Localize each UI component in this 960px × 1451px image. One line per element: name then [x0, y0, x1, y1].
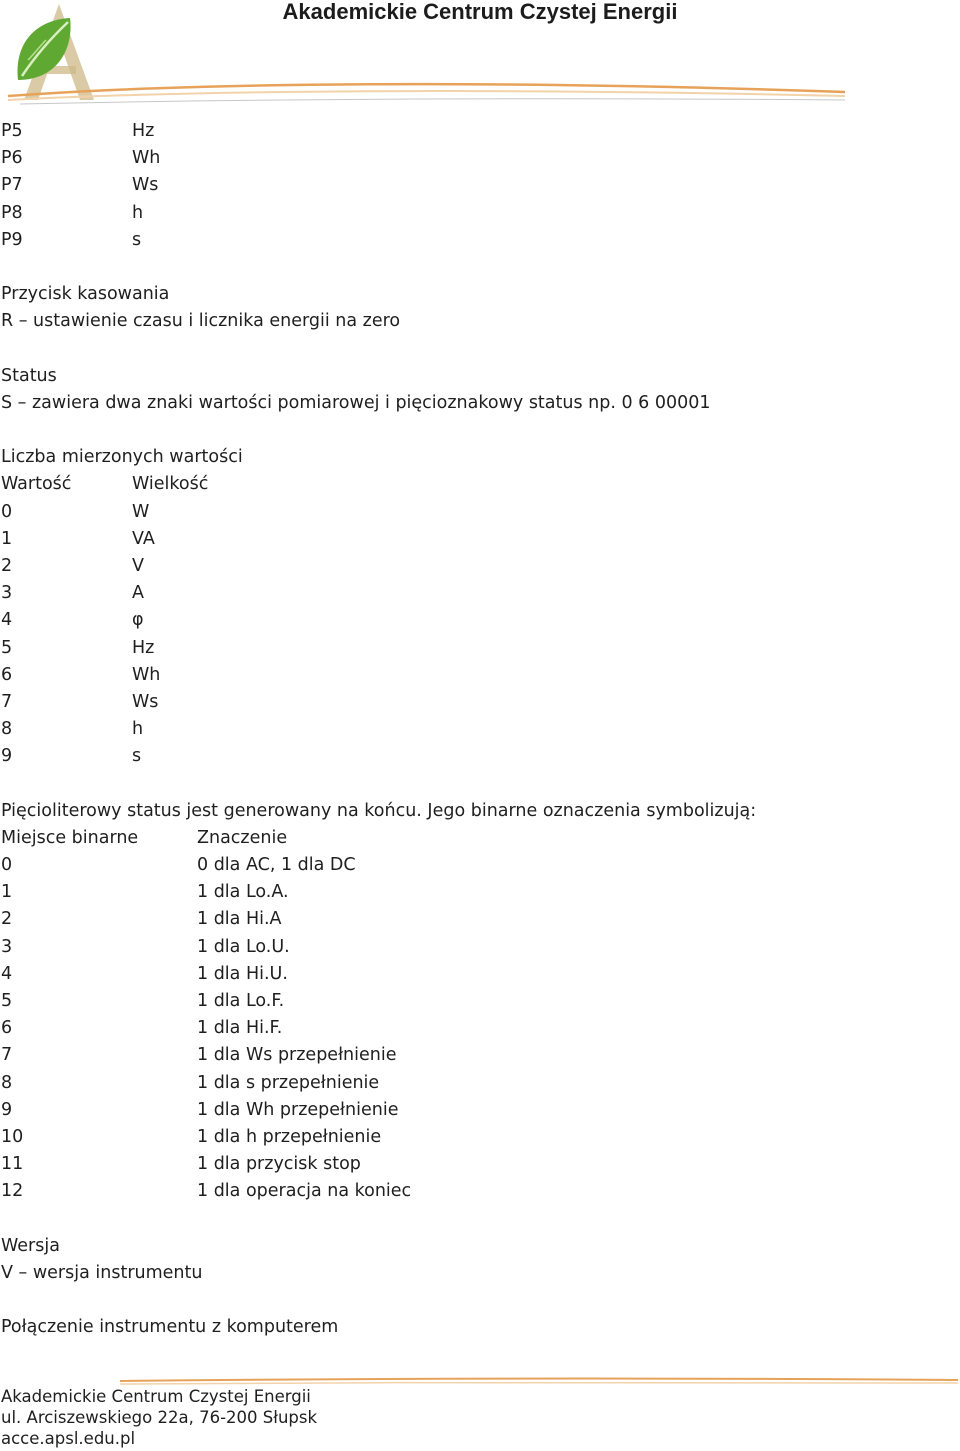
param-code: P5 [1, 121, 23, 141]
value-cell: 5 [1, 637, 13, 658]
column-header: Miejsce binarne [1, 827, 139, 848]
table-row [1, 1178, 941, 1205]
place-cell: 5 [1, 991, 13, 1011]
table-row [1, 499, 941, 526]
binary-status-header-row [1, 825, 941, 852]
measured-values-table [1, 499, 941, 771]
meaning-cell: 1 dla Ws przepełnienie [197, 1045, 397, 1066]
reset-heading: Przycisk kasowania [1, 284, 170, 305]
table-row [1, 1151, 941, 1178]
value-cell: 7 [1, 691, 13, 712]
binary-status-intro: Pięcioliterowy status jest generowany na końcu. Jego binarne oznaczenia symbolizują: [1, 800, 757, 821]
status-heading: Status [1, 365, 57, 386]
place-cell: 11 [1, 1154, 24, 1175]
table-row [1, 961, 941, 988]
connection-heading: Połączenie instrumentu z komputerem [1, 1317, 339, 1338]
value-cell: 6 [1, 664, 13, 685]
place-cell: 0 [1, 855, 13, 876]
table-row [1, 662, 941, 689]
version-description: V – wersja instrumentu [1, 1262, 203, 1283]
place-cell: 7 [1, 1045, 13, 1066]
footer-org-name: Akademickie Centrum Czystej Energii [1, 1387, 311, 1406]
table-row [1, 1097, 941, 1124]
table-row [1, 1015, 941, 1042]
meaning-cell: 1 dla Lo.U. [197, 936, 290, 957]
param-unit: h [132, 202, 144, 223]
params-table [1, 118, 941, 254]
place-cell: 8 [1, 1072, 13, 1093]
param-code: P8 [1, 202, 23, 223]
meaning-cell: 1 dla s przepełnienie [197, 1072, 380, 1093]
column-header: Wielkość [132, 474, 209, 495]
table-row [1, 1070, 941, 1097]
value-cell: 2 [1, 556, 13, 576]
place-cell: 2 [1, 909, 13, 930]
table-row [1, 1124, 941, 1151]
value-cell: 9 [1, 746, 13, 767]
param-code: P6 [1, 148, 23, 169]
quantity-cell: V [132, 556, 144, 576]
status-description: S – zawiera dwa znaki wartości pomiarowej i pięcioznakowy status np. 0 6 00001 [1, 392, 711, 413]
quantity-cell: Ws [132, 691, 159, 712]
footer-street: ul. Arciszewskiego 22a, 76-200 Słupsk [1, 1408, 318, 1427]
quantity-cell: VA [132, 528, 155, 549]
table-row [1, 743, 941, 770]
footer-address [1, 1386, 317, 1449]
reset-description: R – ustawienie czasu i licznika energii na zero [1, 311, 401, 332]
table-row [1, 689, 941, 716]
organization-title: Akademickie Centrum Czystej Energii [282, 0, 678, 24]
value-cell: 4 [1, 610, 13, 631]
table-row [1, 526, 941, 553]
meaning-cell: 1 dla operacja na koniec [197, 1181, 412, 1202]
quantity-cell: φ [132, 610, 144, 631]
meaning-cell: 1 dla Hi.U. [197, 963, 288, 984]
quantity-cell: h [132, 719, 144, 740]
meaning-cell: 1 dla przycisk stop [197, 1154, 361, 1175]
binary-status-table [1, 852, 941, 1205]
page-footer [0, 1372, 960, 1451]
table-row [1, 580, 941, 607]
table-row [1, 906, 941, 933]
table-row [1, 879, 941, 906]
table-row [1, 934, 941, 961]
param-code: P9 [1, 229, 23, 250]
quantity-cell: W [132, 501, 150, 522]
place-cell: 10 [1, 1126, 24, 1147]
table-row [1, 852, 941, 879]
meaning-cell: 1 dla Hi.F. [197, 1018, 283, 1039]
value-cell: 8 [1, 719, 13, 740]
table-row [1, 145, 941, 172]
value-cell: 1 [1, 528, 13, 549]
place-cell: 1 [1, 882, 13, 903]
version-heading: Wersja [1, 1235, 60, 1256]
quantity-cell: Wh [132, 664, 161, 685]
meaning-cell: 1 dla Hi.A [197, 909, 282, 930]
place-cell: 12 [1, 1181, 24, 1202]
footer-website: acce.apsl.edu.pl [1, 1429, 136, 1448]
header-decorative-swoosh [0, 60, 960, 110]
meaning-cell: 1 dla Wh przepełnienie [197, 1099, 399, 1120]
meaning-cell: 1 dla Lo.F. [197, 991, 285, 1011]
table-row [1, 172, 941, 199]
param-unit: Hz [132, 121, 155, 141]
table-row [1, 1042, 941, 1069]
value-cell: 3 [1, 583, 13, 604]
table-row [1, 716, 941, 743]
meaning-cell: 1 dla Lo.A. [197, 882, 289, 903]
meaning-cell: 0 dla AC, 1 dla DC [197, 855, 356, 876]
place-cell: 3 [1, 936, 13, 957]
table-row [1, 227, 941, 254]
place-cell: 9 [1, 1099, 13, 1120]
place-cell: 6 [1, 1018, 13, 1039]
place-cell: 4 [1, 963, 13, 984]
page-header [0, 0, 960, 112]
column-header: Wartość [1, 474, 72, 495]
table-row [1, 118, 941, 145]
meaning-cell: 1 dla h przepełnienie [197, 1126, 382, 1147]
measured-values-header-row [1, 471, 941, 498]
param-unit: Wh [132, 148, 161, 169]
table-row [1, 200, 941, 227]
param-unit: s [132, 229, 142, 250]
value-cell: 0 [1, 501, 13, 522]
measured-values-heading: Liczba mierzonych wartości [1, 447, 243, 468]
quantity-cell: Hz [132, 637, 155, 658]
param-code: P7 [1, 175, 23, 196]
table-row [1, 988, 941, 1015]
table-row [1, 635, 941, 662]
quantity-cell: A [132, 583, 144, 604]
column-header: Znaczenie [197, 827, 288, 848]
table-row [1, 553, 941, 580]
param-unit: Ws [132, 175, 159, 196]
quantity-cell: s [132, 746, 142, 767]
document-body [1, 118, 941, 1341]
table-row [1, 607, 941, 634]
